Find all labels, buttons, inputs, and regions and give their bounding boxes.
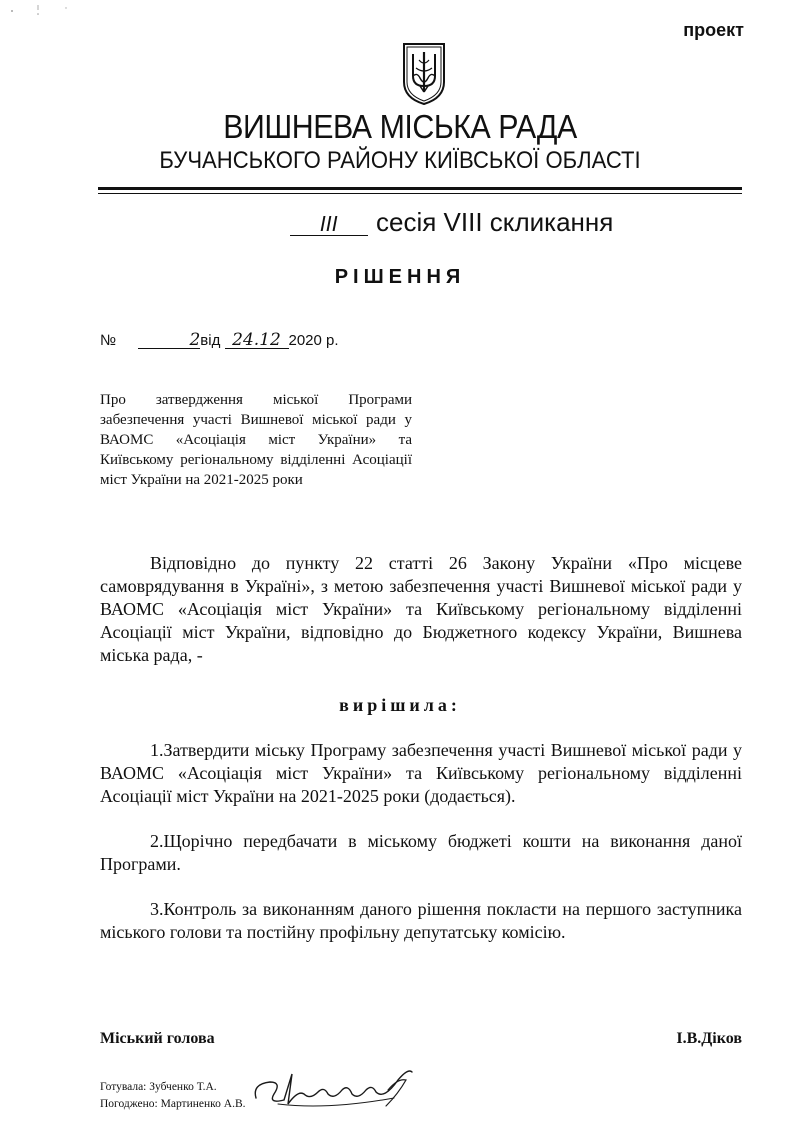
item-text: 3.Контроль за виконанням даного рішення покласти на першого заступника міського голови та постійну профільну депутатську комісію. xyxy=(100,899,742,942)
header-rule-thin xyxy=(98,193,742,194)
agreed-by: Погоджено: Мартиненко А.В. xyxy=(100,1098,246,1110)
decision-number: 2 xyxy=(138,332,200,349)
session-text: сесія VIII скликання xyxy=(376,207,614,237)
resolved-heading: вирішила: xyxy=(339,695,461,715)
preamble xyxy=(100,552,742,667)
number-label: № xyxy=(100,332,117,349)
session-number: III xyxy=(290,213,368,236)
draft-label: проект xyxy=(683,20,744,40)
resolution-item-3 xyxy=(100,898,742,944)
prepared-by: Готувала: Зубченко Т.А. xyxy=(100,1081,217,1093)
subject-text: Про затвердження міської Програми забезпечення участі Вишневої міської ради у ВАОМС «Асоціація міст України» та Київському регіональному відділенні Асоціації міст України на 2021-2025 роки xyxy=(100,392,412,488)
region-name: БУЧАНСЬКОГО РАЙОНУ КИЇВСЬКОЇ ОБЛАСТІ xyxy=(159,147,641,174)
trident-coat-of-arms-icon xyxy=(400,42,448,106)
item-text: 2.Щорічно передбачати в міському бюджеті кошти на виконання даної Програми. xyxy=(100,831,742,874)
session-line xyxy=(290,207,613,238)
date-label: від xyxy=(200,332,221,349)
resolution-item-2 xyxy=(100,830,742,876)
preamble-text: Відповідно до пункту 22 статті 26 Закону України «Про місцеве самоврядування в Україні», з метою забезпечення участі Вишневої міської ради у ВАОМС «Асоціація міст України» та Київському регіональному відділенні Асоціації міст України, відповідно до Бюджетного кодексу України, Вишнева міська рада, - xyxy=(100,553,742,665)
decision-number-line xyxy=(100,332,339,349)
council-name: ВИШНЕВА МІСЬКА РАДА xyxy=(223,108,577,145)
decision-title: РІШЕННЯ xyxy=(334,266,466,288)
header-rule-thick xyxy=(98,187,742,190)
item-text: 1.Затвердити міську Програму забезпечення участі Вишневої міської ради у ВАОМС «Асоціація міст України» та Київському регіональному відділенні Асоціації міст України на 2021-2025 роки (додається). xyxy=(100,740,742,806)
decision-date: 24.12 xyxy=(225,332,289,349)
mayor-name: І.В.Діков xyxy=(676,1030,742,1047)
decision-year: 2020 р. xyxy=(288,332,339,349)
resolution-item-1 xyxy=(100,739,742,808)
scan-specks xyxy=(8,2,78,18)
mayor-title: Міський голова xyxy=(100,1030,215,1047)
decision-subject xyxy=(100,390,412,490)
handwritten-signature xyxy=(248,1060,418,1116)
